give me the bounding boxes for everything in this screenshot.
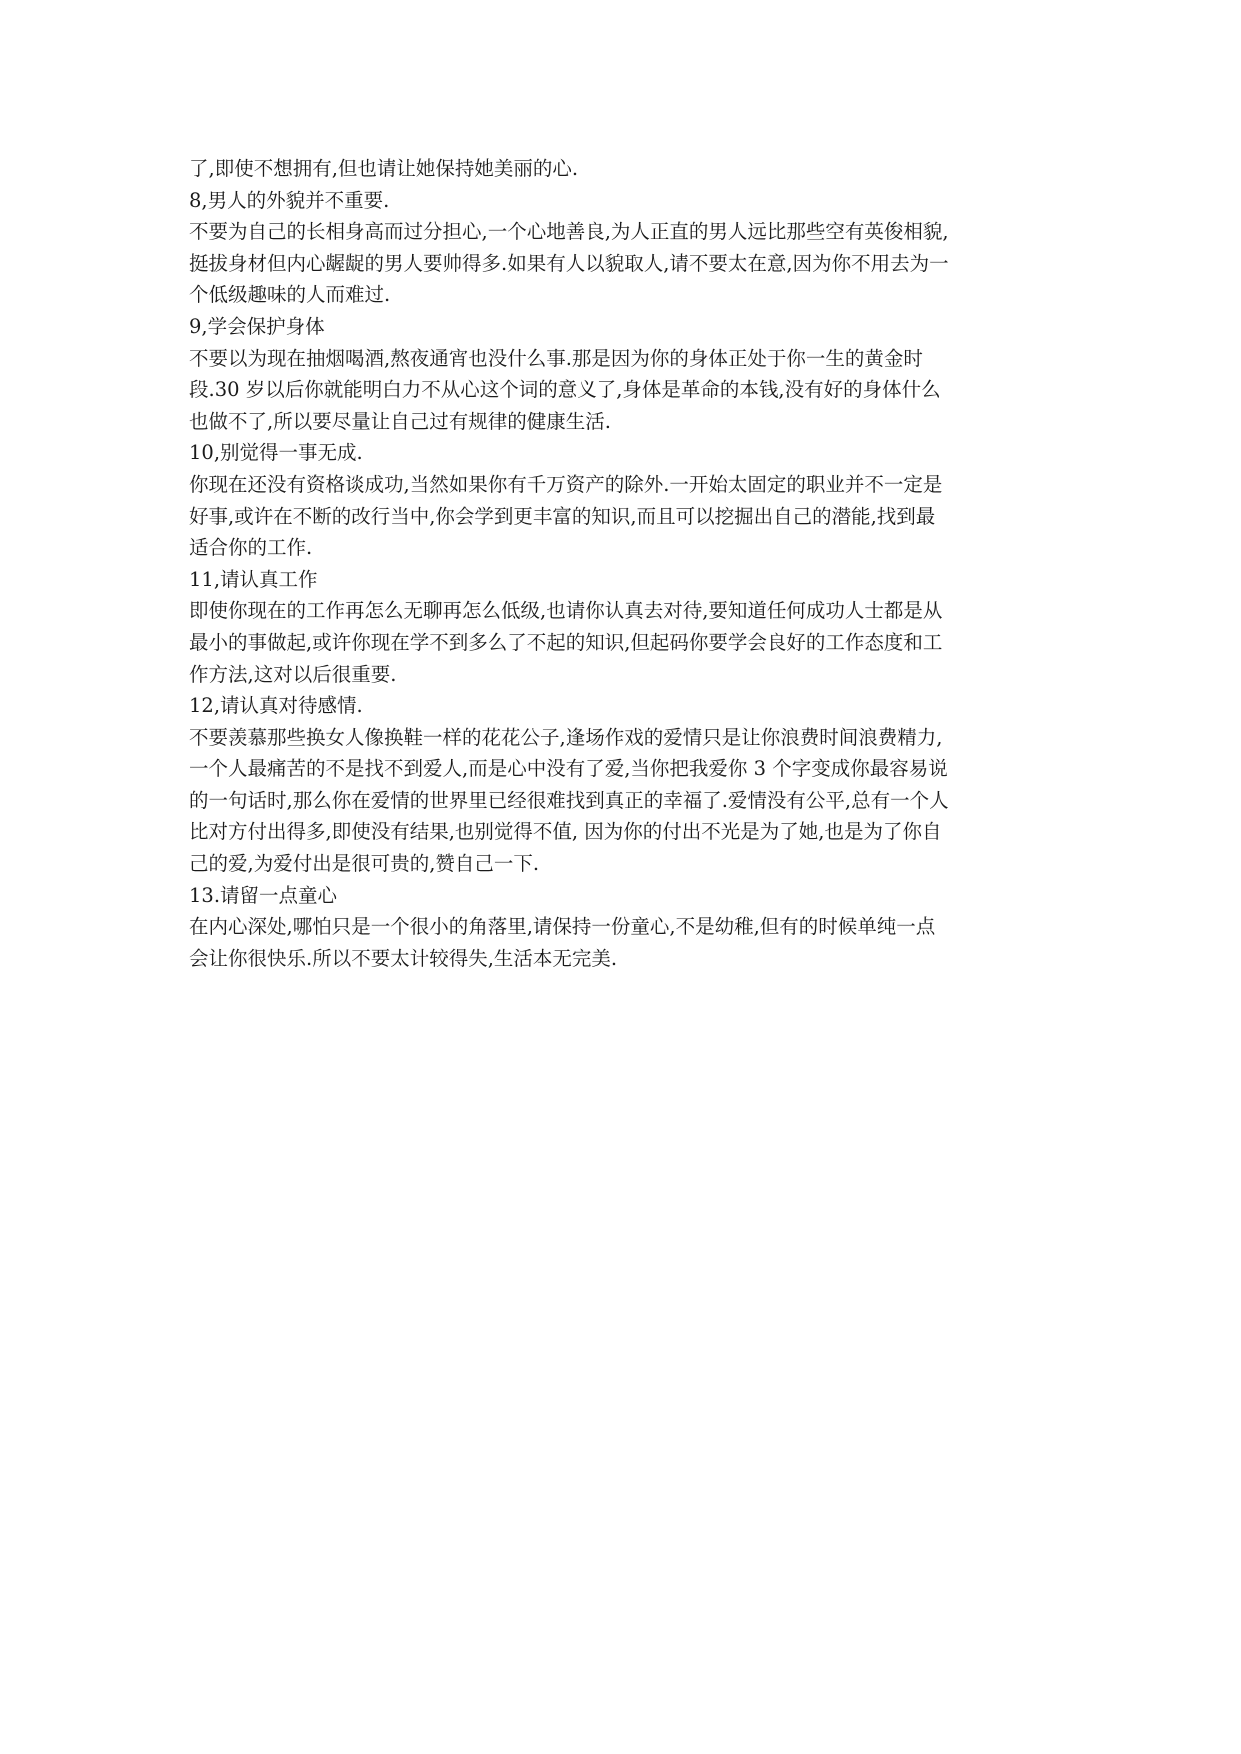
paragraph-section-9 [189,343,1069,438]
text-line: 一个人最痛苦的不是找不到爱人,而是心中没有了爱,当你把我爱你 3 个字变成你最容易说 [189,757,948,781]
paragraph-section-11 [189,595,1069,690]
paragraph-section-13 [189,911,1069,974]
text-line: 会让你很快乐.所以不要太计较得失,生活本无完美. [189,946,618,970]
section-heading-9: 9,学会保护身体 [189,314,325,338]
text-line: 不要以为现在抽烟喝酒,熬夜通宵也没什么事.那是因为你的身体正处于你一生的黄金时 [189,346,923,370]
paragraph-intro [189,153,1069,185]
text-line: 在内心深处,哪怕只是一个很小的角落里,请保持一份童心,不是幼稚,但有的时候单纯一点 [189,915,936,939]
document-body [189,153,1069,974]
text-line: 挺拔身材但内心龌龊的男人要帅得多.如果有人以貌取人,请不要太在意,因为你不用去为一 [189,251,949,275]
text-line: 好事,或许在不断的改行当中,你会学到更丰富的知识,而且可以挖掘出自己的潜能,找到最 [189,504,936,528]
text-line: 适合你的工作. [189,536,313,560]
text-line: 己的爱,为爱付出是很可贵的,赞自己一下. [189,852,540,876]
text-line: 段.30 岁以后你就能明白力不从心这个词的意义了,身体是革命的本钱,没有好的身体什么 [189,378,941,402]
section-heading-10: 10,别觉得一事无成. [189,441,363,465]
text-line: 了,即使不想拥有,但也请让她保持她美丽的心. [189,157,579,180]
section-heading-8: 8,男人的外貌并不重要. [189,188,390,212]
text-line: 不要羡慕那些换女人像换鞋一样的花花公子,逢场作戏的爱情只是让你浪费时间浪费精力, [189,725,943,749]
text-line: 也做不了,所以要尽量让自己过有规律的健康生活. [189,409,611,433]
text-line: 的一句话时,那么你在爱情的世界里已经很难找到真正的幸福了.爱情没有公平,总有一个人 [189,788,949,812]
paragraph-section-12 [189,722,1069,880]
text-line: 个低级趣味的人而难过. [189,283,391,307]
section-heading-11: 11,请认真工作 [189,567,318,591]
section-heading-12: 12,请认真对待感情. [189,694,363,718]
text-line: 作方法,这对以后很重要. [189,662,397,686]
text-line: 比对方付出得多,即使没有结果,也别觉得不值, 因为你的付出不光是为了她,也是为了你自 [189,820,942,844]
text-line: 即使你现在的工作再怎么无聊再怎么低级,也请你认真去对待,要知道任何成功人士都是从 [189,599,943,623]
text-line: 你现在还没有资格谈成功,当然如果你有千万资产的除外.一开始太固定的职业并不一定是 [189,472,943,496]
paragraph-section-10 [189,469,1069,564]
section-heading-13: 13.请留一点童心 [189,883,338,907]
text-line: 最小的事做起,或许你现在学不到多么了不起的知识,但起码你要学会良好的工作态度和工 [189,630,943,654]
paragraph-section-8 [189,216,1069,311]
text-line: 不要为自己的长相身高而过分担心,一个心地善良,为人正直的男人远比那些空有英俊相貌, [189,220,949,244]
